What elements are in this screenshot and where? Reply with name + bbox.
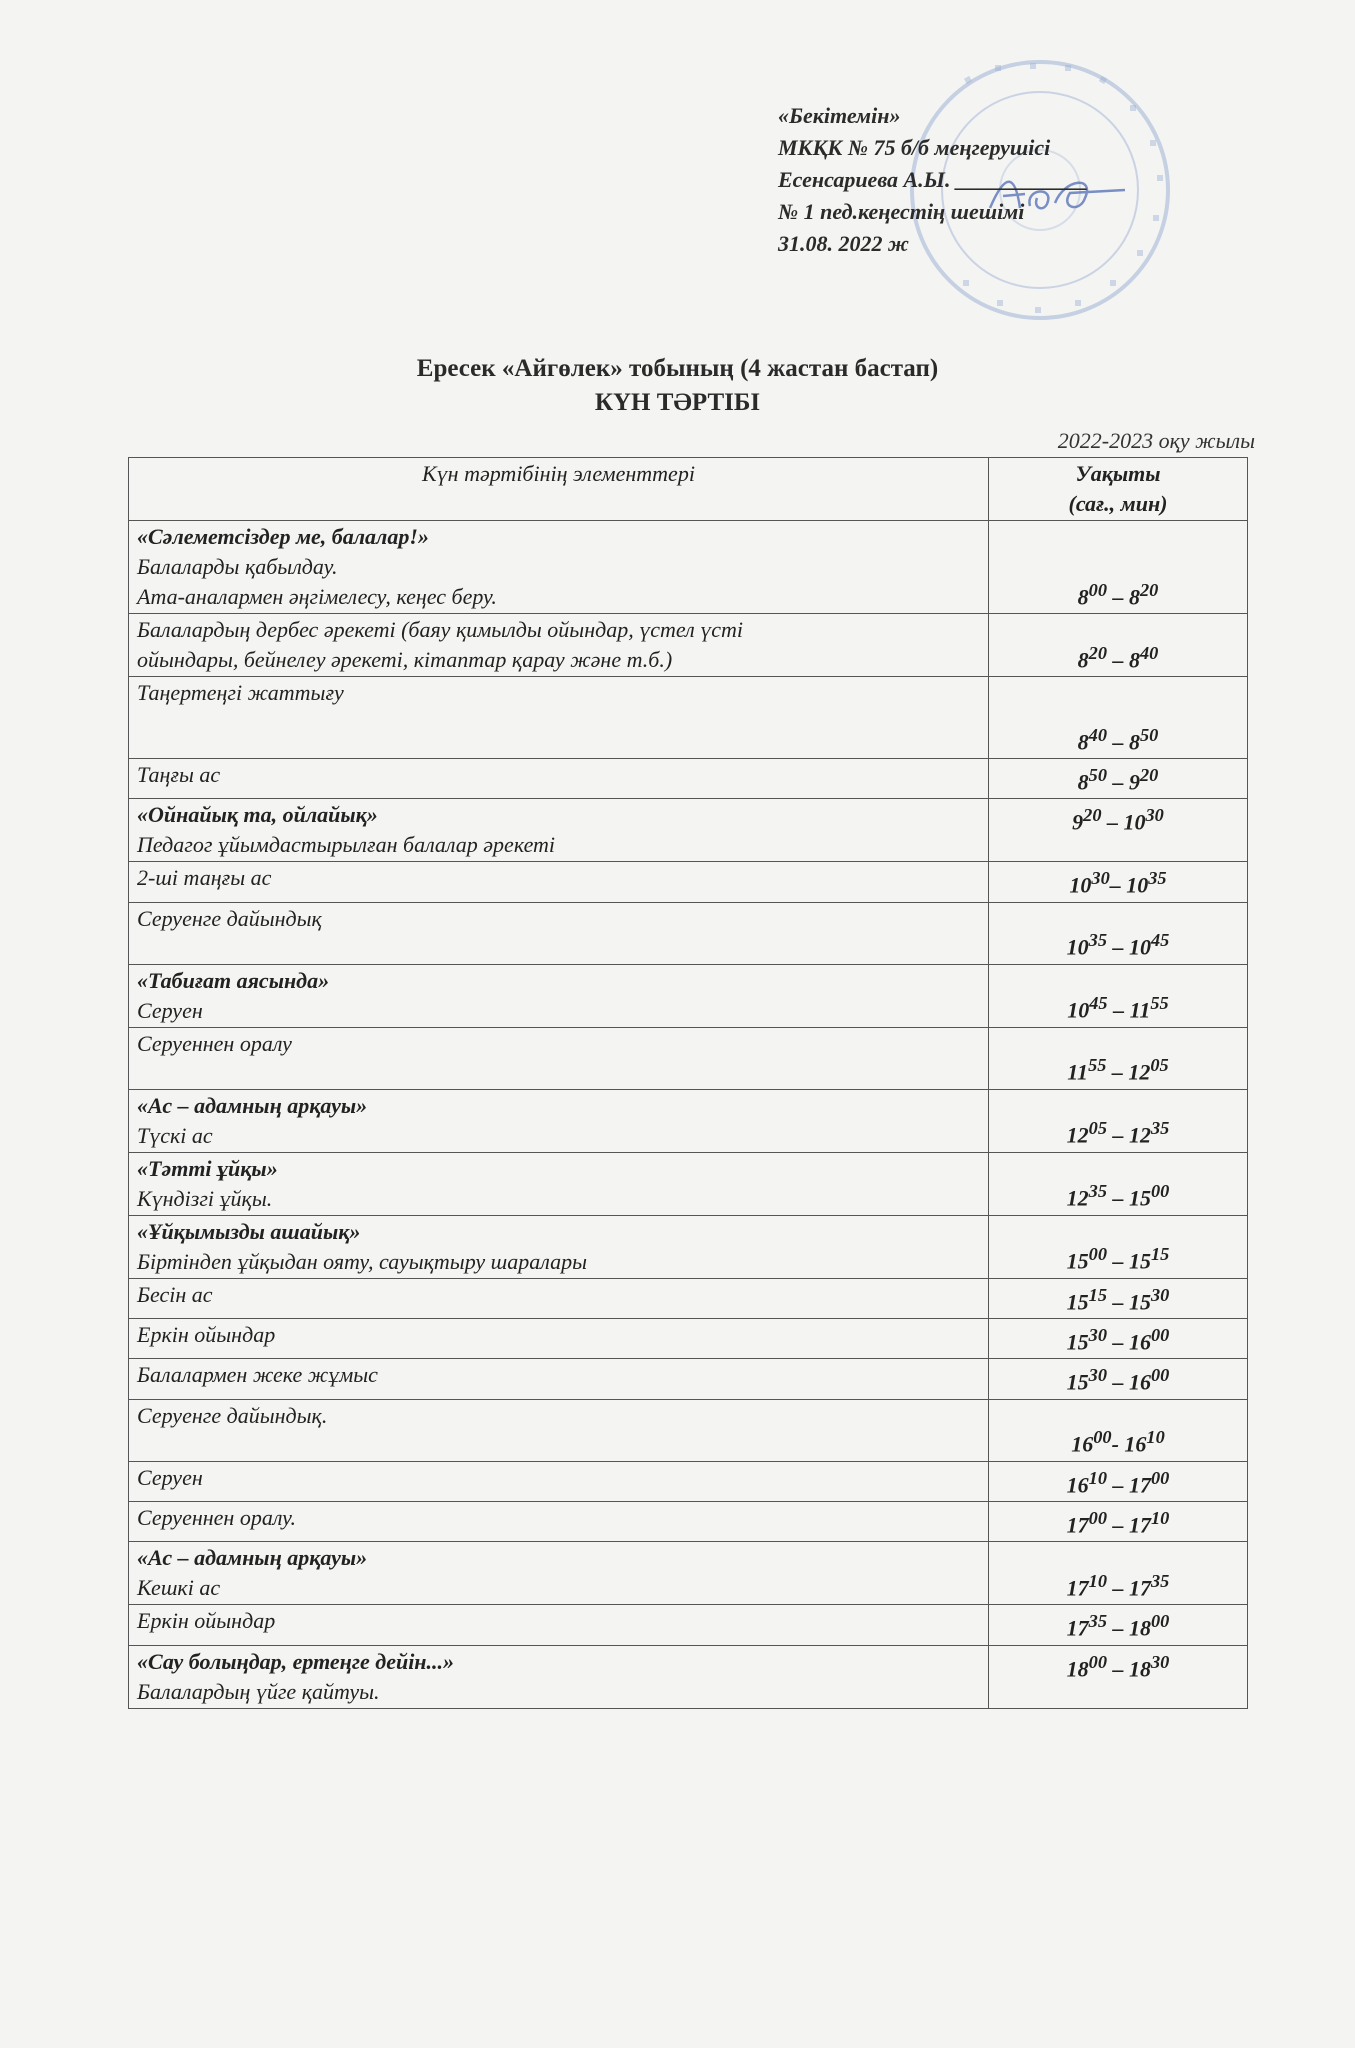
activity-cell	[129, 1089, 989, 1152]
activity-text: Педагог ұйымдастырылған балалар әрекеті	[137, 832, 556, 858]
time-minutes: 30	[1145, 805, 1164, 826]
time-separator: –	[1107, 647, 1129, 672]
table-row	[129, 1318, 1248, 1358]
activity-text: Түскі ас	[137, 1122, 213, 1148]
table-row	[129, 1542, 1248, 1605]
activity-text: Серуен	[137, 1464, 203, 1490]
time-separator: –	[1107, 1512, 1129, 1538]
time-minutes: 10	[1151, 1507, 1170, 1528]
activity-text: Серуеннен оралу	[137, 1030, 292, 1056]
time-hours: 16	[1129, 1369, 1151, 1395]
time-separator: –	[1107, 1655, 1129, 1681]
time-minutes: 10	[1146, 1427, 1165, 1448]
time-separator: –	[1107, 934, 1129, 960]
activity-text: Таңертеңгі жаттығу	[137, 680, 344, 705]
document-title	[0, 352, 1355, 420]
time-separator: -	[1111, 1431, 1125, 1457]
activity-cell	[129, 677, 989, 759]
time-minutes: 35	[1088, 1611, 1107, 1632]
activity-text: Серуенге дайындық	[137, 905, 322, 931]
time-minutes: 40	[1088, 724, 1107, 745]
activity-cell	[129, 1399, 989, 1461]
time-cell	[989, 964, 1248, 1027]
time-minutes: 00	[1088, 579, 1107, 600]
table-row	[129, 1152, 1248, 1215]
time-separator: –	[1107, 1288, 1129, 1314]
time-cell	[989, 1152, 1248, 1215]
time-minutes: 35	[1088, 930, 1107, 951]
time-cell	[989, 1645, 1248, 1708]
time-separator: –	[1106, 1059, 1129, 1085]
time-minutes: 00	[1151, 1611, 1170, 1632]
time-cell	[989, 862, 1248, 902]
activity-text: Балалармен жеке жұмыс	[137, 1362, 378, 1388]
time-separator: –	[1107, 1185, 1129, 1211]
time-minutes: 00	[1088, 1507, 1107, 1528]
table-row	[129, 1605, 1248, 1645]
time-separator: –	[1109, 872, 1127, 898]
time-cell	[989, 1605, 1248, 1645]
activity-cell	[129, 1359, 989, 1399]
activity-cell	[129, 759, 989, 799]
time-minutes: 30	[1088, 1365, 1107, 1386]
time-minutes: 00	[1151, 1365, 1170, 1386]
activity-cell	[129, 1152, 989, 1215]
activity-cell	[129, 1318, 989, 1358]
time-hours: 17	[1066, 1512, 1089, 1538]
time-cell	[989, 759, 1248, 799]
time-minutes: 40	[1140, 642, 1159, 663]
table-row	[129, 799, 1248, 862]
time-hours: 17	[1129, 1575, 1151, 1601]
table-row	[129, 759, 1248, 799]
activity-cell	[129, 1461, 989, 1501]
time-cell	[989, 1318, 1248, 1358]
approval-block	[778, 100, 1088, 260]
time-hours: 15	[1066, 1369, 1089, 1395]
time-hours: 10	[1126, 872, 1149, 898]
time-minutes: 00	[1151, 1324, 1170, 1345]
time-minutes: 20	[1088, 642, 1107, 663]
time-minutes: 15	[1088, 1284, 1107, 1305]
time-minutes: 20	[1083, 805, 1102, 826]
activity-cell	[129, 862, 989, 902]
time-minutes: 45	[1089, 993, 1108, 1014]
activity-text: Серуеннен оралу.	[137, 1504, 297, 1530]
time-hours: 16	[1066, 1471, 1089, 1497]
time-hours: 10	[1129, 934, 1151, 960]
activity-text: Еркін ойындар	[137, 1321, 276, 1347]
header-elements: Күн тәртібінің элементтері	[129, 458, 989, 521]
time-cell	[989, 902, 1248, 964]
activity-text: Кешкі ас	[137, 1575, 221, 1601]
table-row	[129, 1461, 1248, 1501]
time-minutes: 00	[1151, 1467, 1170, 1488]
table-row	[129, 1089, 1248, 1152]
time-separator: –	[1107, 1575, 1129, 1601]
time-hours: 16	[1129, 1329, 1151, 1355]
activity-title: «Табиғат аясында»	[137, 967, 330, 993]
time-hours: 15	[1066, 1248, 1089, 1274]
activity-text: Балалардың дербес әрекеті (баяу қимылды ойындар, үстел үсті	[137, 617, 743, 642]
time-minutes: 30	[1091, 868, 1110, 889]
time-hours: 8	[1129, 584, 1140, 609]
activity-text: Күндізгі ұйқы.	[137, 1185, 273, 1211]
title-line: КҮН ТӘРТІБІ	[594, 389, 761, 416]
time-separator: –	[1107, 1122, 1129, 1148]
time-hours: 12	[1066, 1122, 1089, 1148]
time-minutes: 30	[1151, 1651, 1170, 1672]
activity-text: Еркін ойындар	[137, 1608, 276, 1634]
approval-line: МКҚК № 75 б/б меңгерушісі	[778, 135, 1051, 160]
time-minutes: 55	[1088, 1055, 1107, 1076]
time-hours: 12	[1066, 1185, 1089, 1211]
time-hours: 18	[1129, 1655, 1151, 1681]
activity-title: «Сау болыңдар, ертеңге дейін...»	[137, 1648, 455, 1674]
time-minutes: 35	[1148, 868, 1167, 889]
activity-title: «Тәтті ұйқы»	[137, 1155, 278, 1181]
time-cell	[989, 1542, 1248, 1605]
time-minutes: 35	[1088, 1181, 1107, 1202]
activity-text: Біртіндеп ұйқыдан ояту, сауықтыру шаралары	[137, 1248, 588, 1274]
activity-cell	[129, 1501, 989, 1541]
time-hours: 8	[1129, 647, 1140, 672]
header-time	[989, 458, 1248, 521]
time-cell	[989, 1089, 1248, 1152]
table-row	[129, 862, 1248, 902]
time-separator: –	[1107, 584, 1129, 609]
time-minutes: 35	[1151, 1570, 1170, 1591]
time-hours: 16	[1124, 1431, 1147, 1457]
time-hours: 15	[1129, 1185, 1151, 1211]
time-cell	[989, 1027, 1248, 1089]
table-row	[129, 521, 1248, 614]
time-cell	[989, 614, 1248, 677]
title-line: Ересек «Айгөлек» тобының (4 жастан бастап)	[416, 355, 939, 382]
time-hours: 15	[1066, 1288, 1089, 1314]
time-hours: 9	[1129, 769, 1140, 795]
activity-text: Серуенге дайындық.	[137, 1402, 328, 1428]
time-separator: –	[1107, 997, 1130, 1023]
activity-text: Серуен	[137, 997, 203, 1023]
time-hours: 15	[1066, 1329, 1089, 1355]
time-cell	[989, 1359, 1248, 1399]
time-minutes: 00	[1151, 1181, 1170, 1202]
time-separator: –	[1107, 729, 1129, 754]
activity-cell	[129, 1542, 989, 1605]
activity-cell	[129, 964, 989, 1027]
header-time-label: Уақыты	[1075, 461, 1161, 486]
time-hours: 16	[1071, 1431, 1094, 1457]
approval-line: Есенсариева А.Ы. ____________	[778, 167, 1088, 192]
time-minutes: 00	[1088, 1244, 1107, 1265]
activity-cell	[129, 799, 989, 862]
activity-title: «Сәлеметсіздер ме, балалар!»	[137, 524, 429, 549]
activity-cell	[129, 1215, 989, 1278]
table-row	[129, 1278, 1248, 1318]
time-minutes: 50	[1088, 765, 1107, 785]
time-minutes: 55	[1150, 993, 1169, 1014]
time-cell	[989, 521, 1248, 614]
activity-cell	[129, 521, 989, 614]
time-minutes: 15	[1151, 1244, 1170, 1265]
activity-title: «Ойнайық та, ойлайық»	[137, 802, 378, 828]
table-row	[129, 1027, 1248, 1089]
activity-cell	[129, 902, 989, 964]
activity-text: 2-ші таңғы ас	[137, 865, 272, 891]
time-hours: 10	[1069, 872, 1092, 898]
time-hours: 8	[1077, 584, 1089, 609]
time-hours: 12	[1129, 1122, 1151, 1148]
activity-title: «Ұйқымызды ашайық»	[137, 1218, 361, 1244]
time-hours: 11	[1129, 997, 1151, 1023]
activity-cell	[129, 1278, 989, 1318]
time-hours: 10	[1067, 997, 1090, 1023]
time-separator: –	[1107, 1369, 1129, 1395]
time-cell	[989, 1461, 1248, 1501]
activity-text: Таңғы ас	[137, 762, 221, 787]
time-cell	[989, 799, 1248, 862]
time-separator: –	[1107, 1471, 1129, 1497]
time-hours: 8	[1077, 647, 1089, 672]
time-hours: 15	[1129, 1248, 1151, 1274]
table-row	[129, 1359, 1248, 1399]
time-minutes: 20	[1140, 765, 1159, 785]
activity-cell	[129, 1645, 989, 1708]
activity-title: «Ас – адамның арқауы»	[137, 1545, 368, 1571]
time-cell	[989, 1215, 1248, 1278]
table-row	[129, 1399, 1248, 1461]
activity-text: ойындары, бейнелеу әрекеті, кітаптар қарау және т.б.)	[137, 647, 673, 672]
time-hours: 17	[1066, 1575, 1089, 1601]
time-separator: –	[1107, 769, 1129, 795]
activity-text: Балаларды қабылдау.	[137, 554, 338, 579]
activity-cell	[129, 614, 989, 677]
time-separator: –	[1101, 809, 1124, 835]
time-hours: 10	[1066, 934, 1089, 960]
time-hours: 11	[1067, 1059, 1089, 1085]
time-hours: 8	[1129, 729, 1140, 754]
time-hours: 8	[1077, 769, 1089, 795]
activity-cell	[129, 1027, 989, 1089]
time-cell	[989, 677, 1248, 759]
time-separator: –	[1107, 1329, 1129, 1355]
approval-line: № 1 пед.кеңестің шешімі	[778, 199, 1025, 224]
time-separator: –	[1107, 1248, 1129, 1274]
time-minutes: 00	[1088, 1651, 1107, 1672]
table-row	[129, 1501, 1248, 1541]
table-row	[129, 1645, 1248, 1708]
header-time-unit: (сағ., мин)	[1068, 491, 1168, 516]
activity-title: «Ас – адамның арқауы»	[137, 1092, 368, 1118]
time-hours: 17	[1129, 1471, 1151, 1497]
activity-cell	[129, 1605, 989, 1645]
table-row	[129, 902, 1248, 964]
time-cell	[989, 1278, 1248, 1318]
time-cell	[989, 1501, 1248, 1541]
time-minutes: 30	[1151, 1284, 1170, 1305]
time-cell	[989, 1399, 1248, 1461]
time-hours: 9	[1072, 809, 1084, 835]
academic-year: 2022-2023 оқу жылы	[1057, 428, 1255, 453]
time-minutes: 05	[1150, 1055, 1169, 1076]
time-separator: –	[1107, 1615, 1129, 1641]
activity-text: Ата-аналармен әңгімелесу, кеңес беру.	[137, 584, 497, 609]
time-hours: 8	[1077, 729, 1089, 754]
table-header-row	[129, 458, 1248, 521]
time-minutes: 10	[1088, 1467, 1107, 1488]
time-minutes: 50	[1140, 724, 1159, 745]
approval-line: «Бекітемін»	[778, 103, 901, 128]
time-hours: 17	[1129, 1512, 1151, 1538]
time-minutes: 45	[1151, 930, 1170, 951]
time-minutes: 20	[1140, 579, 1159, 600]
time-hours: 18	[1066, 1655, 1089, 1681]
time-hours: 18	[1129, 1615, 1151, 1641]
time-hours: 12	[1128, 1059, 1151, 1085]
approval-line: 31.08. 2022 ж	[778, 231, 909, 256]
time-minutes: 35	[1151, 1118, 1170, 1139]
time-minutes: 10	[1088, 1570, 1107, 1591]
schedule-table	[128, 457, 1248, 1709]
table-row	[129, 964, 1248, 1027]
time-minutes: 00	[1093, 1427, 1112, 1448]
activity-text: Балалардың үйге қайтуы.	[137, 1678, 380, 1704]
time-hours: 10	[1123, 809, 1146, 835]
table-row	[129, 677, 1248, 759]
table-row	[129, 614, 1248, 677]
time-minutes: 05	[1088, 1118, 1107, 1139]
time-hours: 17	[1066, 1615, 1089, 1641]
activity-text: Бесін ас	[137, 1281, 213, 1307]
time-minutes: 30	[1088, 1324, 1107, 1345]
table-row	[129, 1215, 1248, 1278]
time-hours: 15	[1129, 1288, 1151, 1314]
